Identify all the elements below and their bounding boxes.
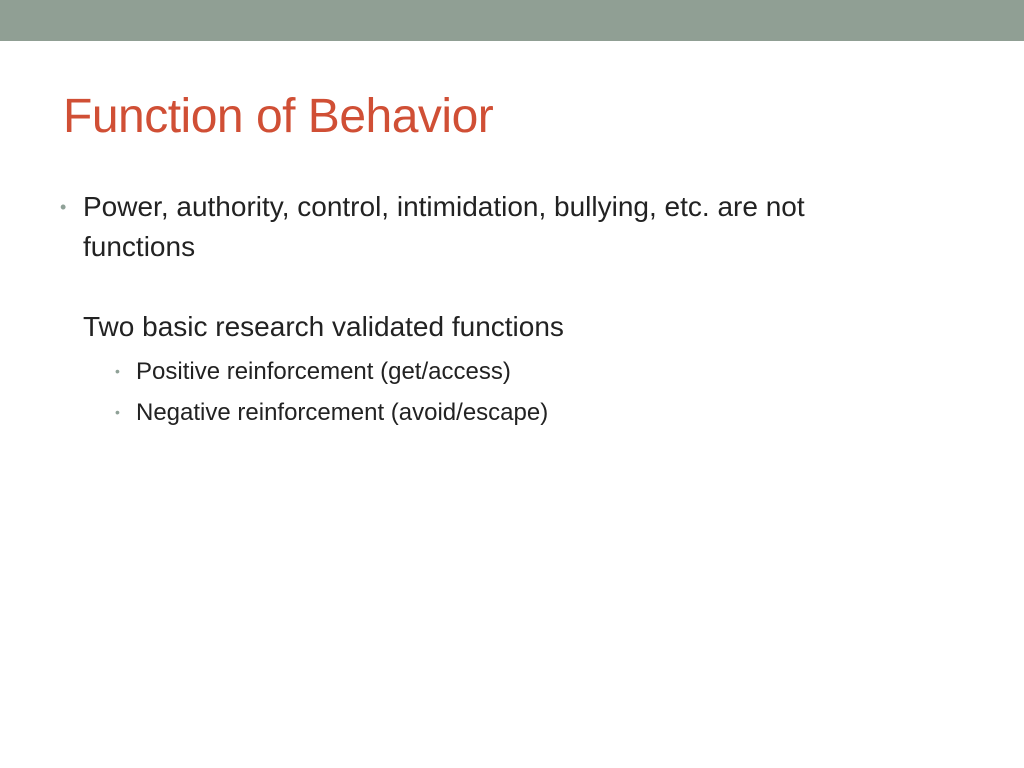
paragraph-gap bbox=[83, 267, 980, 307]
sub-bullet-text: Positive reinforcement (get/access) bbox=[136, 358, 511, 385]
top-accent-band bbox=[0, 0, 1024, 41]
slide-title: Function of Behavior bbox=[63, 90, 494, 143]
sub-bullet-negative bbox=[83, 392, 980, 433]
bullet-marker: • bbox=[60, 197, 67, 217]
main-bullet-line-2: functions bbox=[83, 231, 196, 262]
main-bullet-line-3: Two basic research validated functions bbox=[83, 311, 564, 342]
main-bullet bbox=[60, 187, 980, 433]
sub-bullet-marker: • bbox=[115, 363, 120, 379]
sub-bullet-text: Negative reinforcement (avoid/escape) bbox=[136, 399, 549, 426]
sub-bullet-list bbox=[83, 351, 980, 433]
sub-bullet-positive bbox=[83, 351, 980, 392]
slide-content bbox=[60, 187, 980, 433]
main-bullet-line-1: Power, authority, control, intimidation, bullying, etc. are not bbox=[83, 191, 805, 222]
sub-bullet-marker: • bbox=[115, 404, 120, 420]
